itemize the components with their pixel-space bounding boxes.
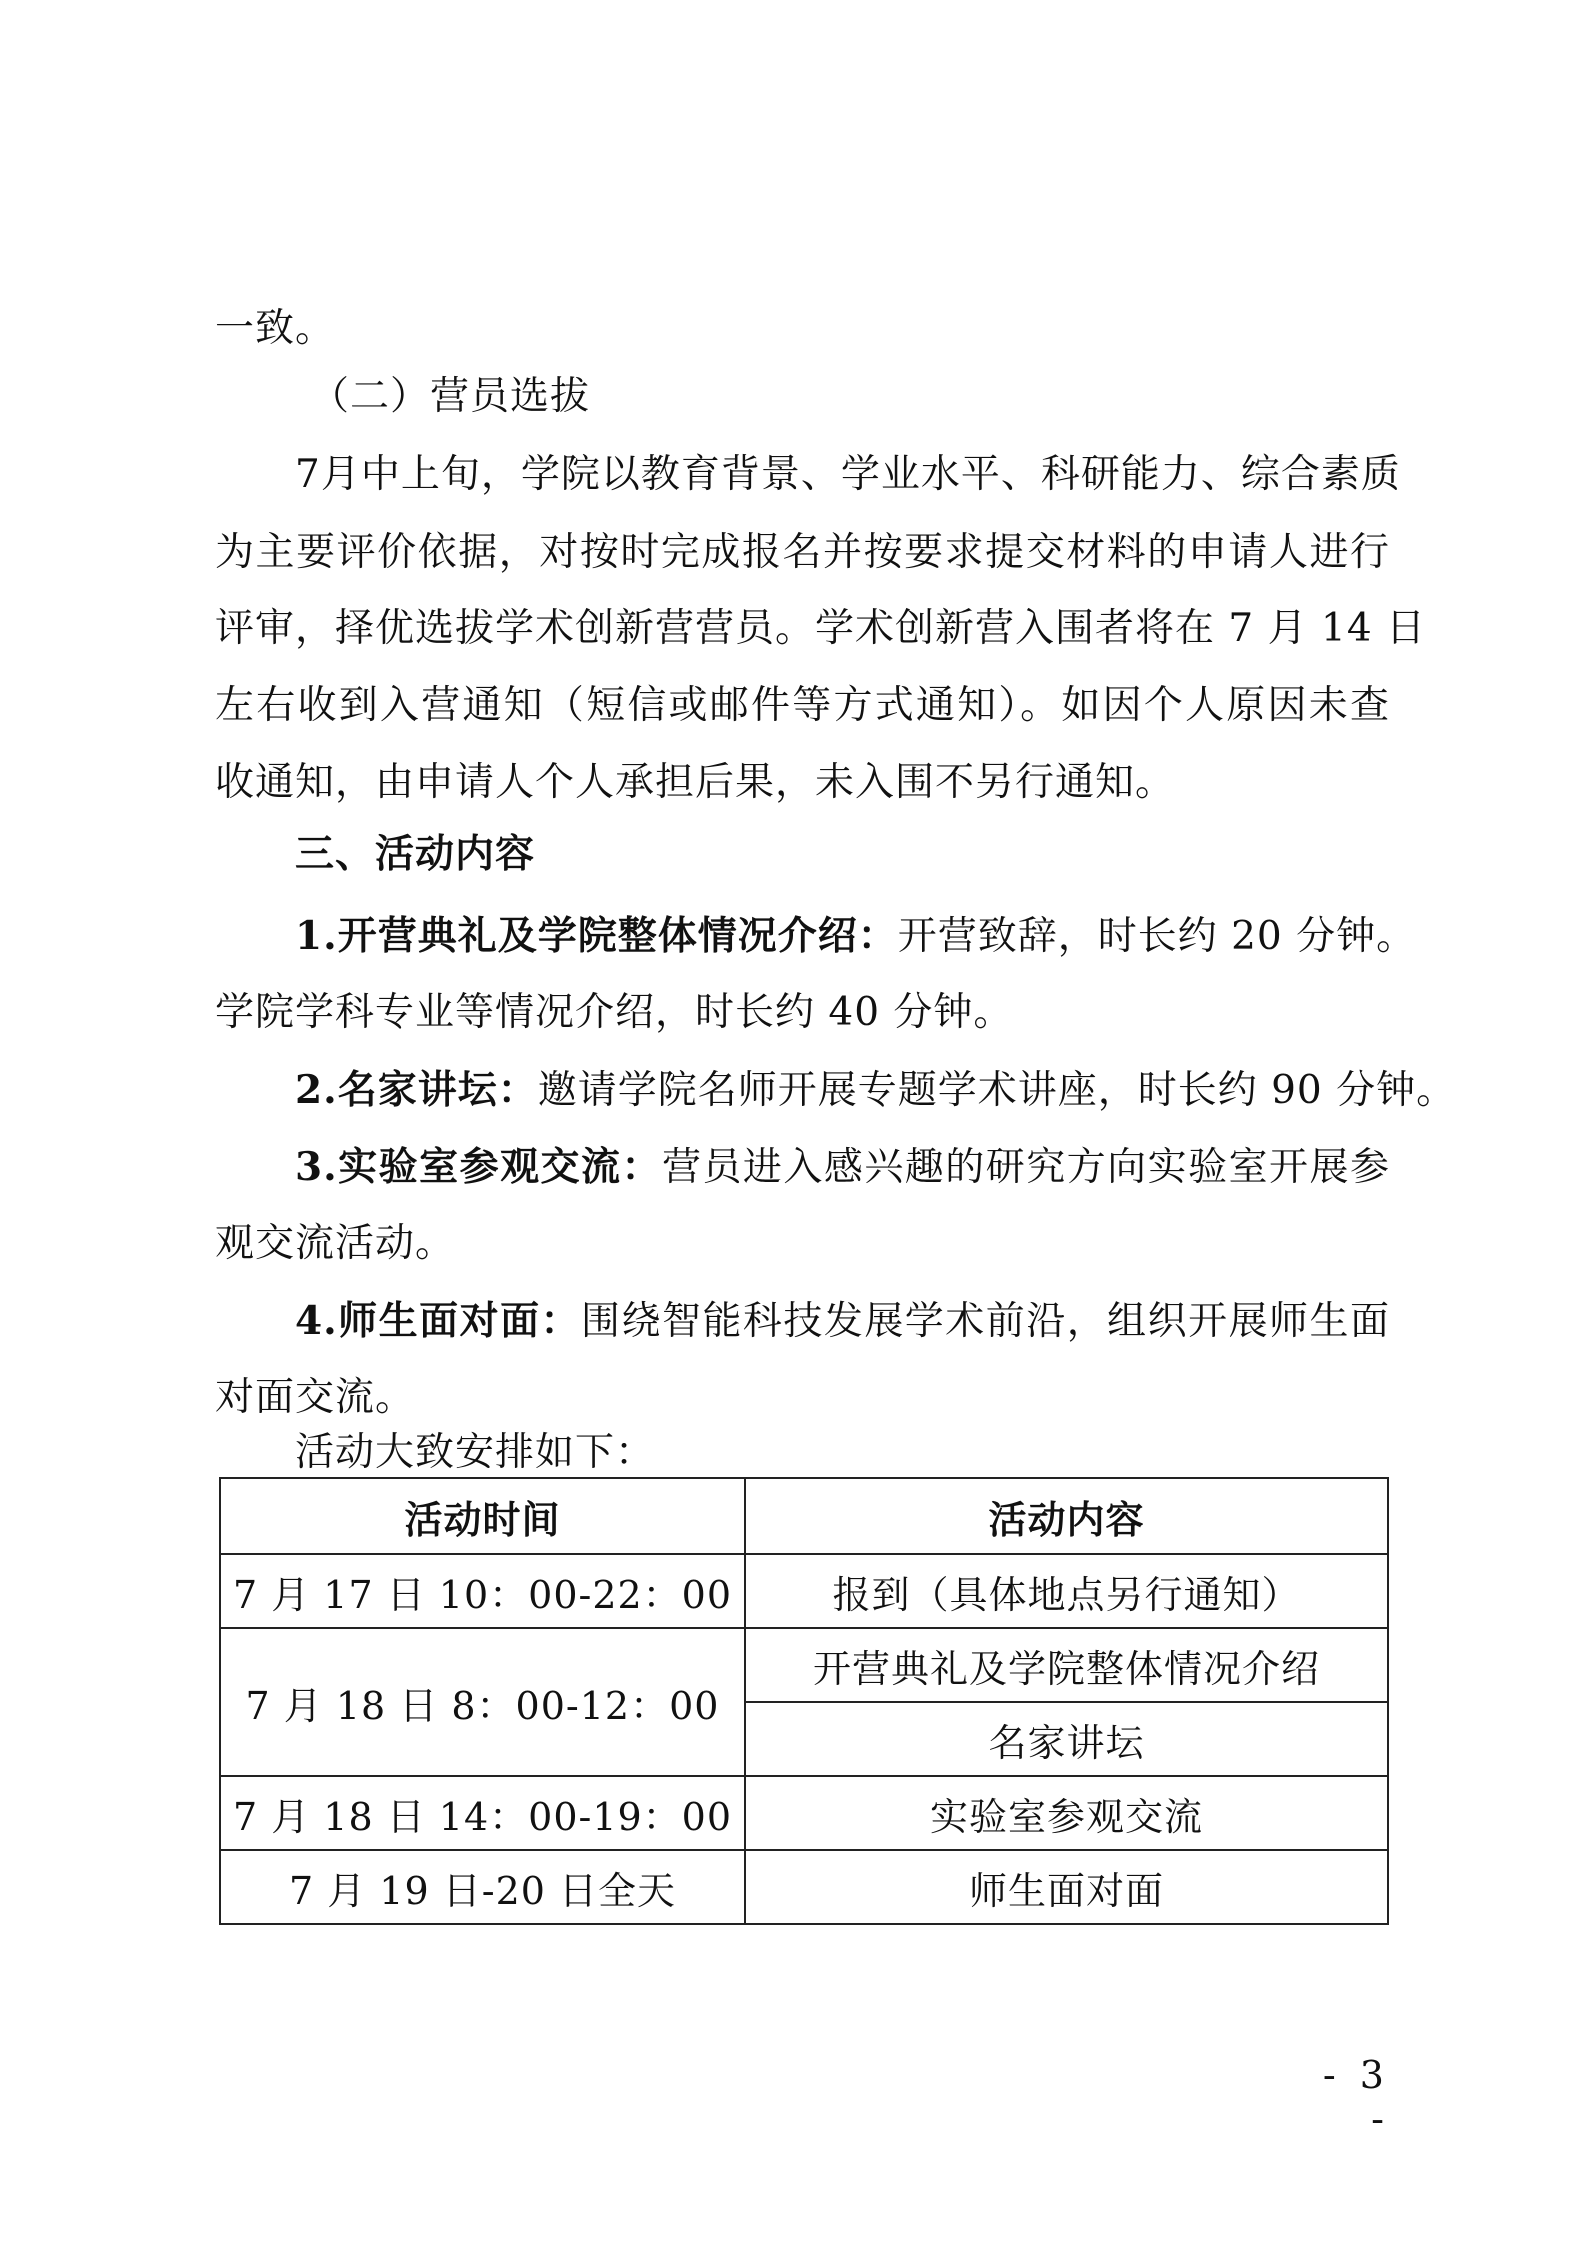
cell-content: 报到（具体地点另行通知） — [745, 1554, 1388, 1628]
section-heading-selection: （二）营员选拔 — [310, 374, 591, 419]
table-header-row — [220, 1478, 1388, 1554]
activity-item-2-label: 2.名家讲坛： — [295, 1067, 538, 1113]
schedule-table — [219, 1477, 1389, 1925]
column-header-content: 活动内容 — [745, 1478, 1388, 1554]
paragraph-line: 对面交流。 — [215, 1375, 416, 1420]
activity-item-1 — [295, 913, 1417, 960]
cell-content: 名家讲坛 — [745, 1702, 1388, 1776]
activity-item-3-label: 3.实验室参观交流： — [295, 1144, 662, 1190]
activity-item-4-text: 围绕智能科技发展学术前沿，组织开展师生面 — [581, 1299, 1390, 1344]
column-header-time: 活动时间 — [220, 1478, 745, 1554]
paragraph-line: 观交流活动。 — [215, 1221, 456, 1266]
paragraph-line: 收通知，由申请人个人承担后果，未入围不另行通知。 — [215, 760, 1176, 805]
schedule-intro: 活动大致安排如下： — [295, 1430, 656, 1475]
paragraph-line: 评审，择优选拔学术创新营营员。学术创新营入围者将在 7 月 14 日 — [215, 606, 1427, 651]
cell-content: 实验室参观交流 — [745, 1776, 1388, 1850]
paragraph-line: 学院学科专业等情况介绍，时长约 40 分钟。 — [215, 990, 1014, 1035]
activity-item-3 — [295, 1144, 1390, 1191]
paragraph-line: 为主要评价依据，对按时完成报名并按要求提交材料的申请人进行 — [215, 530, 1390, 575]
paragraph-line: 一致。 — [215, 306, 336, 351]
activity-item-1-text: 开营致辞，时长约 20 分钟。 — [897, 914, 1417, 959]
activity-item-1-label: 1.开营典礼及学院整体情况介绍： — [295, 913, 898, 959]
table-row — [220, 1628, 1388, 1702]
table-row — [220, 1554, 1388, 1628]
cell-content: 师生面对面 — [745, 1850, 1388, 1924]
activity-item-4-label: 4.师生面对面： — [295, 1298, 582, 1344]
table-row — [220, 1850, 1388, 1924]
activity-item-2 — [295, 1067, 1457, 1114]
paragraph-line: 左右收到入营通知（短信或邮件等方式通知）。如因个人原因未查 — [215, 683, 1390, 728]
activity-item-3-text: 营员进入感兴趣的研究方向实验室开展参 — [661, 1145, 1390, 1190]
cell-time: 7 月 19 日-20 日全天 — [220, 1850, 745, 1924]
cell-time: 7 月 17 日 10：00-22：00 — [220, 1554, 745, 1628]
activity-item-2-text: 邀请学院名师开展专题学术讲座，时长约 90 分钟。 — [537, 1068, 1457, 1113]
paragraph-line: 7月中上旬，学院以教育背景、学业水平、科研能力、综合素质 — [295, 452, 1401, 497]
page-number: - 3 - — [1322, 2053, 1390, 2141]
table-row — [220, 1776, 1388, 1850]
cell-time: 7 月 18 日 8：00-12：00 — [220, 1628, 745, 1776]
cell-content: 开营典礼及学院整体情况介绍 — [745, 1628, 1388, 1702]
section-heading-activities: 三、活动内容 — [295, 832, 536, 877]
cell-time: 7 月 18 日 14：00-19：00 — [220, 1776, 745, 1850]
activity-item-4 — [295, 1298, 1390, 1345]
